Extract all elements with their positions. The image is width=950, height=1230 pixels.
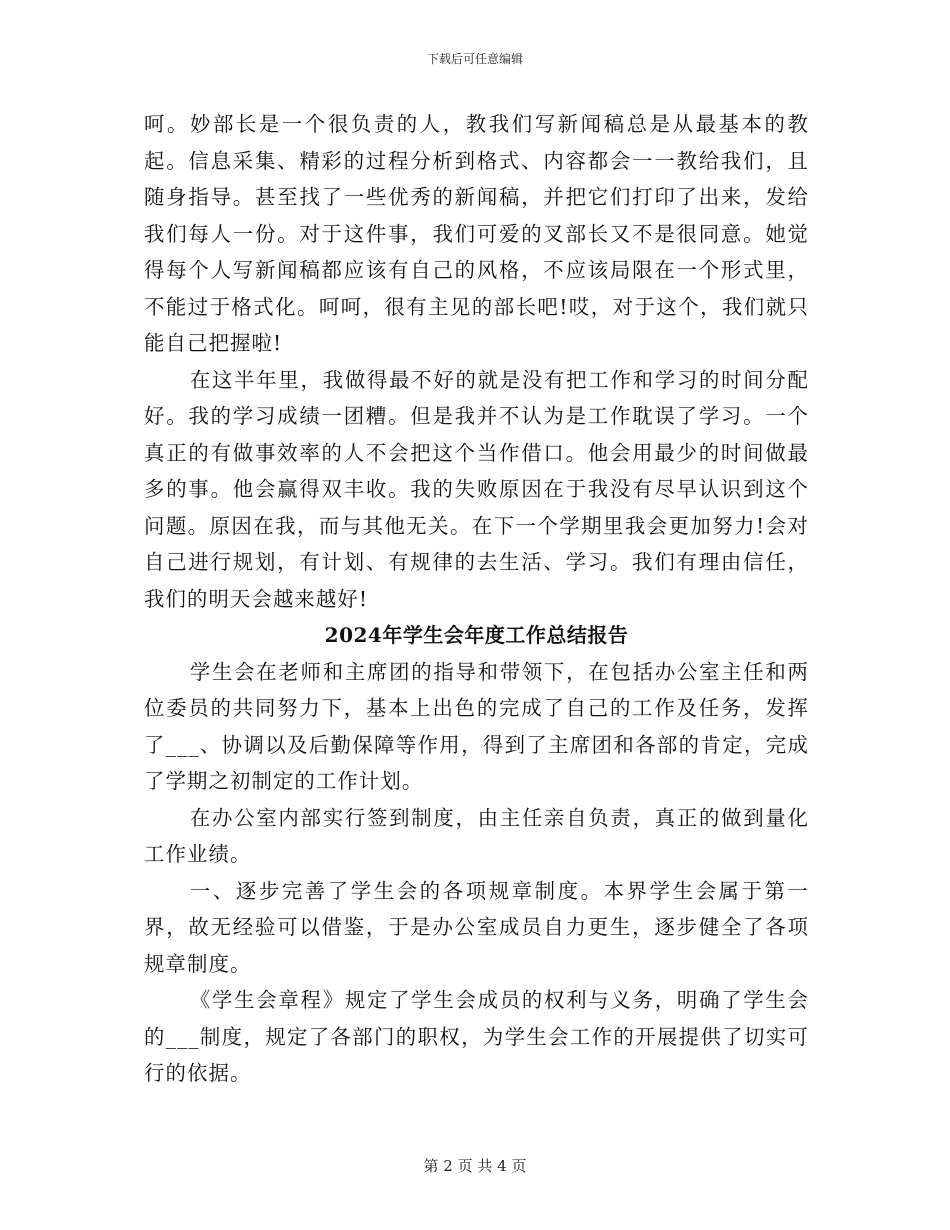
paragraph-reflection: 在这半年里，我做得最不好的就是没有把工作和学习的时间分配好。我的学习成绩一团糟。但是我并不认为是工作耽误了学习。一个真正的有做事效率的人不会把这个当作借口。他会用最少的时间做最多的事。他会赢得双丰收。我的失败原因在于我没有尽早认识到这个问题。原因在我，而与其他无关。在下一个学期里我会更加努力!会对自己进行规划，有计划、有规律的去生活、学习。我们有理由信任，我们的明天会越来越好!: [144, 367, 809, 611]
paragraph-sign-in: 在办公室内部实行签到制度，由主任亲自负责，真正的做到量化工作业绩。: [144, 805, 809, 866]
paragraph-continuation: 呵。妙部长是一个很负责的人，教我们写新闻稿总是从最基本的教起。信息采集、精彩的过程分析到格式、内容都会一一教给我们，且随身指导。甚至找了一些优秀的新闻稿，并把它们打印了出来，发给我们每人一份。对于这件事，我们可爱的叉部长又不是很同意。她觉得每个人写新闻稿都应该有自己的风格，不应该局限在一个形式里，不能过于格式化。呵呵，很有主见的部长吧!哎，对于这个，我们就只能自己把握啦!: [144, 112, 809, 355]
paragraph-section-one: 一、逐步完善了学生会的各项规章制度。本界学生会属于第一界，故无经验可以借鉴，于是办公室成员自力更生，逐步健全了各项规章制度。: [144, 878, 809, 976]
paragraph-intro: 学生会在老师和主席团的指导和带领下，在包括办公室主任和两位委员的共同努力下，基本上出色的完成了自己的工作及任务，发挥了___、协调以及后勤保障等作用，得到了主席团和各部的肯定，完成了学期之初制定的工作计划。: [144, 659, 809, 793]
page-header-note: 下载后可任意编辑: [426, 52, 523, 66]
document-body: [144, 106, 809, 1092]
paragraph-charter: 《学生会章程》规定了学生会成员的权利与义务，明确了学生会的___制度，规定了各部门的职权，为学生会工作的开展提供了切实可行的依据。: [144, 988, 809, 1085]
page-number: 第 2 页 共 4 页: [423, 1157, 527, 1175]
report-title: 2024年学生会年度工作总结报告: [324, 623, 629, 647]
